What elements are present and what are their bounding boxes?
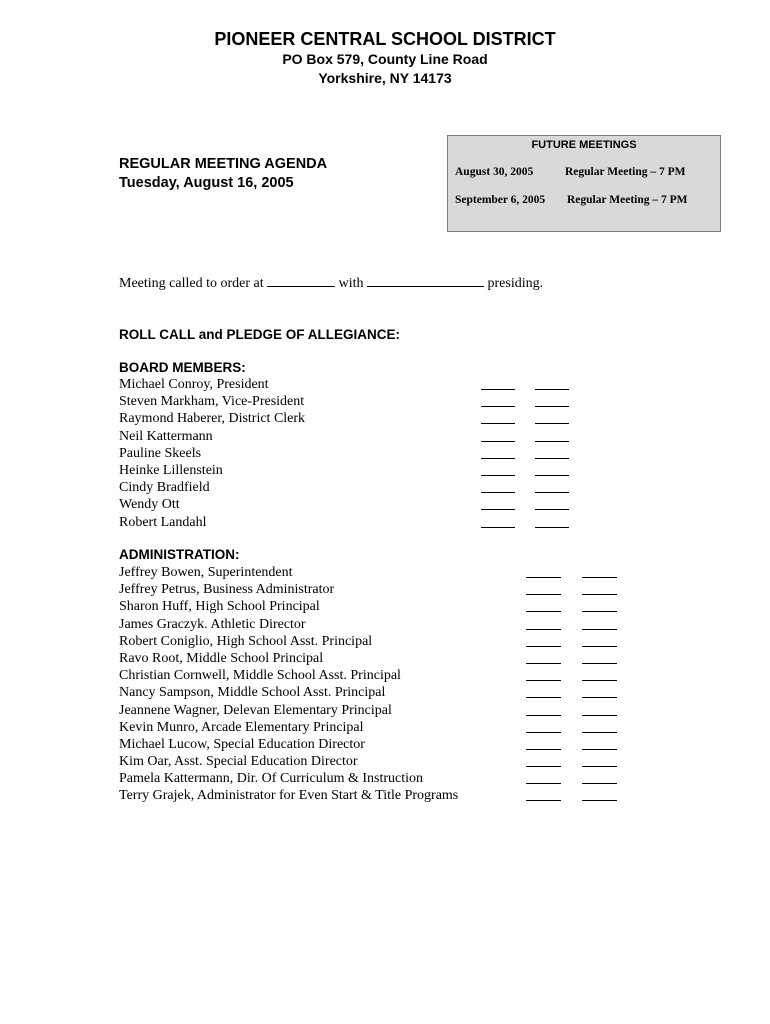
attendance-blank-1 (481, 441, 515, 442)
call-to-order-presiding: presiding. (487, 276, 544, 291)
attendance-blank-2 (582, 800, 617, 801)
attendance-blank-2 (582, 629, 617, 630)
roster-row (119, 667, 458, 684)
attendance-blank-1 (481, 475, 515, 476)
member-name: Christian Cornwell, Middle School Asst. Principal (119, 668, 401, 684)
roster-row (119, 514, 305, 531)
roster-row (119, 445, 305, 462)
member-name: Pauline Skeels (119, 445, 202, 461)
roster-row (119, 702, 458, 719)
future-meeting-date: August 30, 2005 (455, 166, 534, 178)
administration-list (119, 564, 458, 805)
attendance-blank-1 (481, 458, 515, 459)
member-name: James Graczyk. Athletic Director (119, 616, 306, 632)
attendance-blank-2 (582, 697, 617, 698)
member-name: Wendy Ott (119, 497, 180, 513)
roster-row (119, 650, 458, 667)
board-members-heading: BOARD MEMBERS: (119, 360, 246, 375)
attendance-blank-1 (526, 611, 561, 612)
future-meeting-item (455, 166, 686, 178)
agenda-date: Tuesday, August 16, 2005 (119, 175, 294, 191)
member-name: Heinke Lillenstein (119, 462, 223, 478)
attendance-blank-1 (481, 527, 515, 528)
attendance-blank-1 (481, 423, 515, 424)
member-name: Kevin Munro, Arcade Elementary Principal (119, 719, 364, 735)
call-to-order-with: with (338, 276, 364, 291)
attendance-blank-1 (526, 594, 561, 595)
member-name: Robert Landahl (119, 514, 207, 530)
call-to-order-text: Meeting called to order at (119, 276, 264, 291)
attendance-blank-2 (535, 406, 569, 407)
district-name: PIONEER CENTRAL SCHOOL DISTRICT (214, 29, 556, 49)
member-name: Terry Grajek, Administrator for Even Start & Title Programs (119, 788, 459, 804)
attendance-blank-2 (535, 458, 569, 459)
address-line-1: PO Box 579, County Line Road (282, 51, 488, 67)
attendance-blank-2 (535, 492, 569, 493)
attendance-blank-1 (526, 629, 561, 630)
attendance-blank-2 (582, 749, 617, 750)
attendance-blank-2 (582, 594, 617, 595)
roster-row (119, 376, 305, 393)
roster-row (119, 581, 458, 598)
roster-row (119, 736, 458, 753)
attendance-blank-2 (582, 766, 617, 767)
roster-row (119, 479, 305, 496)
attendance-blank-2 (535, 441, 569, 442)
attendance-blank-2 (582, 732, 617, 733)
future-meeting-type: Regular Meeting – 7 PM (567, 194, 688, 206)
address-line-2: Yorkshire, NY 14173 (318, 70, 452, 86)
roster-row (119, 393, 305, 410)
roster-row (119, 564, 458, 581)
attendance-blank-2 (582, 783, 617, 784)
attendance-blank-1 (526, 646, 561, 647)
attendance-blank-1 (526, 732, 561, 733)
member-name: Ravo Root, Middle School Principal (119, 650, 324, 666)
roster-row (119, 633, 458, 650)
future-meetings-box (447, 135, 721, 232)
agenda-heading (119, 155, 327, 193)
attendance-blank-1 (526, 715, 561, 716)
board-members-list (119, 376, 305, 531)
member-name: Jeannene Wagner, Delevan Elementary Principal (119, 702, 392, 718)
attendance-blank-1 (481, 406, 515, 407)
member-name: Pamela Kattermann, Dir. Of Curriculum & Instruction (119, 771, 424, 787)
attendance-blank-2 (535, 509, 569, 510)
agenda-title: REGULAR MEETING AGENDA (119, 156, 328, 172)
presider-blank (367, 285, 484, 287)
call-to-order-line (119, 276, 543, 292)
roster-row (119, 616, 458, 633)
attendance-blank-1 (526, 577, 561, 578)
member-name: Michael Conroy, President (119, 377, 269, 392)
member-name: Steven Markham, Vice-President (119, 394, 305, 410)
attendance-blank-2 (582, 715, 617, 716)
attendance-blank-1 (481, 389, 515, 390)
roster-row (119, 410, 305, 427)
member-name: Jeffrey Petrus, Business Administrator (119, 582, 335, 598)
attendance-blank-2 (535, 527, 569, 528)
roster-row (119, 598, 458, 615)
member-name: Sharon Huff, High School Principal (119, 599, 320, 615)
attendance-blank-1 (481, 492, 515, 493)
roster-row (119, 496, 305, 513)
roll-call-heading: ROLL CALL and PLEDGE OF ALLEGIANCE: (119, 327, 401, 342)
member-name: Jeffrey Bowen, Superintendent (119, 565, 293, 580)
attendance-blank-2 (535, 475, 569, 476)
attendance-blank-2 (535, 389, 569, 390)
attendance-blank-1 (526, 697, 561, 698)
member-name: Michael Lucow, Special Education Director (119, 736, 365, 752)
future-meetings-title: FUTURE MEETINGS (531, 139, 637, 151)
administration-heading: ADMINISTRATION: (119, 547, 240, 562)
attendance-blank-1 (526, 680, 561, 681)
member-name: Nancy Sampson, Middle School Asst. Principal (119, 685, 386, 701)
letterhead (0, 28, 770, 88)
attendance-blank-2 (535, 423, 569, 424)
roster-row (119, 462, 305, 479)
attendance-blank-1 (526, 749, 561, 750)
roster-row (119, 787, 458, 804)
attendance-blank-2 (582, 646, 617, 647)
roster-row (119, 684, 458, 701)
future-meeting-item (455, 194, 688, 206)
future-meeting-date: September 6, 2005 (455, 194, 546, 206)
member-name: Robert Coniglio, High School Asst. Principal (119, 633, 373, 649)
roster-row (119, 428, 305, 445)
roster-row (119, 719, 458, 736)
future-meeting-type: Regular Meeting – 7 PM (565, 166, 686, 178)
member-name: Kim Oar, Asst. Special Education Director (119, 754, 358, 770)
attendance-blank-2 (582, 663, 617, 664)
attendance-blank-2 (582, 611, 617, 612)
attendance-blank-2 (582, 680, 617, 681)
time-blank (267, 285, 335, 287)
member-name: Neil Kattermann (119, 428, 213, 444)
attendance-blank-1 (526, 766, 561, 767)
attendance-blank-1 (526, 800, 561, 801)
attendance-blank-1 (481, 509, 515, 510)
member-name: Raymond Haberer, District Clerk (119, 411, 306, 427)
attendance-blank-2 (582, 577, 617, 578)
member-name: Cindy Bradfield (119, 480, 210, 496)
attendance-blank-1 (526, 663, 561, 664)
roster-row (119, 753, 458, 770)
roster-row (119, 770, 458, 787)
attendance-blank-1 (526, 783, 561, 784)
